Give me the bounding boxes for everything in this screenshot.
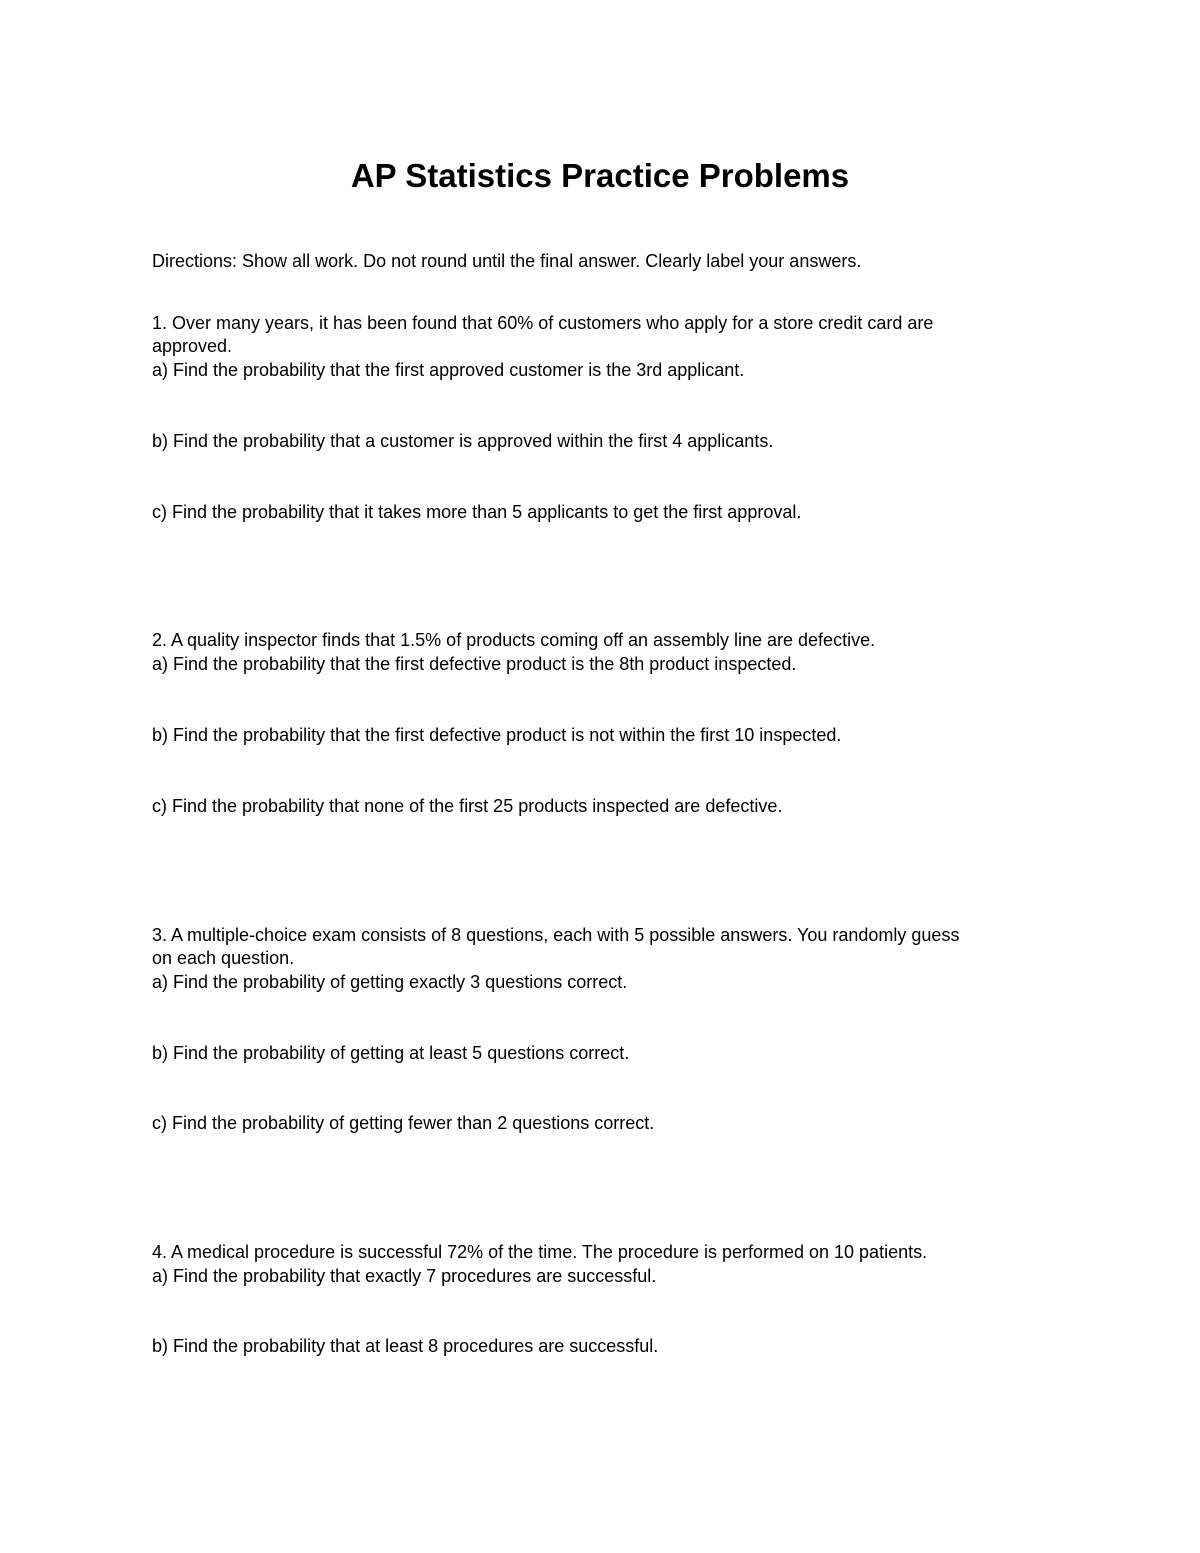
problem-4-part-b: b) Find the probability that at least 8 procedures are successful.: [152, 1336, 659, 1356]
problem-1-intro-line-2: approved.: [152, 336, 233, 356]
problem-3-part-b: b) Find the probability of getting at least 5 questions correct.: [152, 1043, 630, 1063]
problem-1-intro-line-1: 1. Over many years, it has been found that 60% of customers who apply for a store credit card are: [152, 313, 934, 333]
problem-2-part-a: a) Find the probability that the first defective product is the 8th product inspected.: [152, 654, 797, 674]
problem-1-part-a: a) Find the probability that the first approved customer is the 3rd applicant.: [152, 360, 745, 380]
problem-3-part-a: a) Find the probability of getting exactly 3 questions correct.: [152, 972, 628, 992]
problem-3-intro-line-2: on each question.: [152, 948, 295, 968]
problem-2-part-c: c) Find the probability that none of the first 25 products inspected are defective.: [152, 796, 783, 816]
page-title: AP Statistics Practice Problems: [350, 157, 850, 194]
problem-1-part-c: c) Find the probability that it takes more than 5 applicants to get the first approval.: [152, 502, 802, 522]
problem-3-part-c: c) Find the probability of getting fewer than 2 questions correct.: [152, 1113, 655, 1133]
problem-1-part-b: b) Find the probability that a customer is approved within the first 4 applicants.: [152, 431, 774, 451]
problem-2-intro-line-1: 2. A quality inspector finds that 1.5% of products coming off an assembly line are defective.: [152, 630, 876, 650]
problem-4-intro-line-1: 4. A medical procedure is successful 72% of the time. The procedure is performed on 10 patients.: [152, 1242, 928, 1262]
directions: Directions: Show all work. Do not round until the final answer. Clearly label your answers.: [152, 251, 862, 271]
problem-3-intro-line-1: 3. A multiple-choice exam consists of 8 questions, each with 5 possible answers. You randomly guess: [152, 925, 960, 945]
problem-2-part-b: b) Find the probability that the first defective product is not within the first 10 inspected.: [152, 725, 842, 745]
problem-4-part-a: a) Find the probability that exactly 7 procedures are successful.: [152, 1266, 657, 1286]
